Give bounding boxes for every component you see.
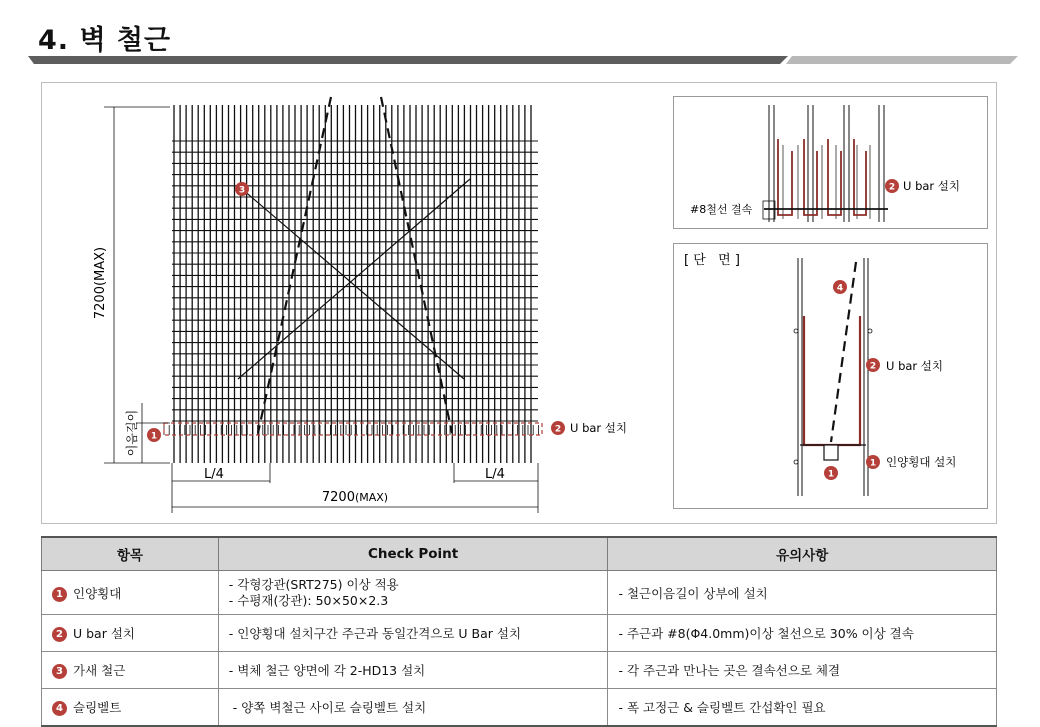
badge-1 bbox=[147, 428, 161, 442]
check-cell: - 양쪽 벽철근 사이로 슬링벨트 설치 bbox=[218, 689, 608, 727]
note-cell: - 철근이음길이 상부에 설치 bbox=[608, 571, 997, 615]
ubar-label: U bar 설치 bbox=[570, 421, 628, 435]
badge-2 bbox=[551, 421, 565, 435]
wall-rebar-elevation bbox=[42, 83, 662, 523]
item-cell bbox=[42, 571, 219, 615]
svg-text:3: 3 bbox=[238, 185, 246, 196]
header-check-point: Check Point bbox=[218, 537, 608, 571]
item-name: U bar 설치 bbox=[73, 626, 135, 641]
check-table bbox=[41, 536, 997, 727]
section-drawing bbox=[674, 244, 987, 508]
badge-1 bbox=[866, 455, 880, 469]
quarter-left-label: L/4 bbox=[204, 467, 224, 482]
check-cell: - 벽체 철근 양면에 각 2-HD13 설치 bbox=[218, 652, 608, 689]
item-cell bbox=[42, 652, 219, 689]
note-cell: - 폭 고정근 & 슬링벨트 간섭확인 필요 bbox=[608, 689, 997, 727]
wire-tie-label: #8철선 결속 bbox=[690, 203, 753, 216]
table-row bbox=[42, 571, 997, 615]
number-badge: 4 bbox=[52, 701, 67, 716]
badge-3 bbox=[235, 182, 249, 196]
item-name: 인양횡대 bbox=[73, 585, 122, 601]
number-badge: 1 bbox=[52, 587, 67, 602]
svg-text:2: 2 bbox=[554, 424, 562, 435]
badge-1 bbox=[824, 466, 838, 480]
page-title: 4. 벽 철근 bbox=[38, 25, 172, 56]
drawing-frame bbox=[41, 82, 997, 524]
ubar-label: U bar 설치 bbox=[903, 179, 961, 193]
note-cell: - 각 주근과 만나는 곳은 결속선으로 체결 bbox=[608, 652, 997, 689]
svg-text:2: 2 bbox=[869, 361, 877, 372]
ubar-zone bbox=[164, 423, 542, 435]
width-dimension: 7200(MAX) bbox=[321, 490, 389, 505]
note-cell: - 주근과 #8(Φ4.0mm)이상 철선으로 30% 이상 결속 bbox=[608, 615, 997, 652]
check-cell bbox=[218, 571, 608, 615]
ubar-detail-drawing bbox=[674, 97, 987, 228]
svg-text:4: 4 bbox=[836, 283, 844, 294]
ubar-label: U bar 설치 bbox=[886, 359, 944, 373]
table-row bbox=[42, 615, 997, 652]
item-cell bbox=[42, 689, 219, 727]
table-header-row bbox=[42, 537, 997, 571]
svg-text:1: 1 bbox=[827, 469, 835, 480]
svg-text:1: 1 bbox=[869, 458, 877, 469]
height-dimension: 7200(MAX) bbox=[93, 246, 108, 320]
check-line: - 수평재(강관): 50×50×2.3 bbox=[228, 592, 389, 608]
item-name: 슬링벨트 bbox=[73, 700, 122, 715]
badge-2 bbox=[885, 179, 899, 193]
svg-text:2: 2 bbox=[888, 182, 896, 193]
section-title: [ 단 면 ] bbox=[684, 253, 740, 268]
table-row bbox=[42, 652, 997, 689]
lap-length-label: 이음길이 bbox=[125, 409, 139, 457]
rebar-mesh bbox=[164, 105, 538, 463]
header-notes: 유의사항 bbox=[608, 537, 997, 571]
anchor-label: 인양횡대 설치 bbox=[886, 455, 957, 469]
item-name: 가새 철근 bbox=[73, 663, 126, 678]
header-item: 항목 bbox=[42, 537, 219, 571]
number-badge: 2 bbox=[52, 627, 67, 642]
table-row bbox=[42, 689, 997, 727]
item-cell bbox=[42, 615, 219, 652]
ubar-detail-inset bbox=[673, 96, 988, 229]
section-inset bbox=[673, 243, 988, 509]
badge-2 bbox=[866, 358, 880, 372]
badge-4 bbox=[833, 280, 847, 294]
svg-text:1: 1 bbox=[150, 431, 158, 442]
check-line: - 각형강관(SRT275) 이상 적용 bbox=[228, 576, 399, 592]
number-badge: 3 bbox=[52, 664, 67, 679]
title-underline bbox=[28, 56, 1018, 64]
quarter-right-label: L/4 bbox=[485, 467, 505, 482]
check-cell: - 인양횡대 설치구간 주근과 동일간격으로 U Bar 설치 bbox=[218, 615, 608, 652]
